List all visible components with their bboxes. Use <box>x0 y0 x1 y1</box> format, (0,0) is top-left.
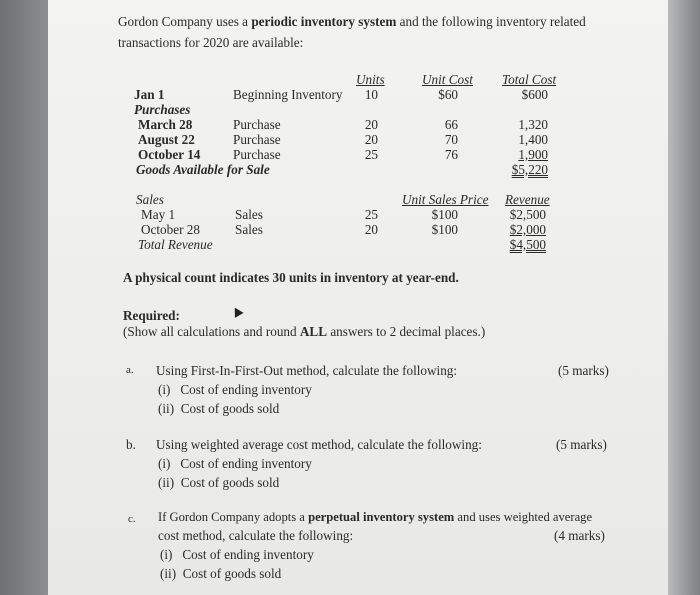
row-march-unit-cost: 66 <box>444 117 458 132</box>
row-august-date: August 22 <box>138 132 195 147</box>
total-revenue-label: Total Revenue <box>138 237 213 252</box>
goods-available-label: Goods Available for Sale <box>136 162 270 177</box>
question-c-part-i: (i) Cost of ending inventory <box>160 547 314 562</box>
required-note: (Show all calculations and round ALL answers to 2 decimal places.) <box>123 324 486 339</box>
question-b-part-i: (i) Cost of ending inventory <box>158 456 312 471</box>
question-a-letter: a. <box>126 364 134 376</box>
header-unit-cost: Unit Cost <box>422 72 473 87</box>
intro-line-1: Gordon Company uses a periodic inventory system and the following inventory related <box>118 14 586 29</box>
row-august-desc: Purchase <box>233 132 281 147</box>
question-c-letter: c. <box>128 513 136 525</box>
header-unit-sales-price: Unit Sales Price <box>402 192 489 207</box>
question-b-marks: (5 marks) <box>556 437 607 452</box>
question-b-text: Using weighted average cost method, calculate the following: <box>156 437 482 452</box>
sale-row-october-revenue: $2,000 <box>509 222 546 237</box>
question-a-marks: (5 marks) <box>558 363 609 378</box>
sale-row-may-desc: Sales <box>235 207 263 222</box>
sale-row-october-desc: Sales <box>235 222 263 237</box>
row-october-total-cost: 1,900 <box>518 147 548 162</box>
row-jan1-total-cost: $600 <box>521 87 548 102</box>
question-a-part-ii: (ii) Cost of goods sold <box>158 401 280 416</box>
row-august-unit-cost: 70 <box>444 132 458 147</box>
header-total-cost: Total Cost <box>502 72 557 87</box>
question-b-part-ii: (ii) Cost of goods sold <box>158 475 280 490</box>
purchases-label: Purchases <box>134 102 191 117</box>
document-page <box>48 0 668 595</box>
row-jan1-units: 10 <box>364 87 378 102</box>
goods-available-total: $5,220 <box>511 162 548 177</box>
sale-row-may-price: $100 <box>431 207 458 222</box>
header-revenue: Revenue <box>505 192 550 207</box>
row-march-desc: Purchase <box>233 117 281 132</box>
sales-label: Sales <box>136 192 164 207</box>
row-jan1-unit-cost: $60 <box>438 87 458 102</box>
sale-row-may-date: May 1 <box>141 207 176 222</box>
sale-row-october-price: $100 <box>431 222 458 237</box>
sale-row-may-units: 25 <box>364 207 378 222</box>
row-march-date: March 28 <box>138 117 193 132</box>
question-a-text: Using First-In-First-Out method, calculate the following: <box>156 363 458 378</box>
intro-line-2: transactions for 2020 are available: <box>118 35 304 50</box>
row-august-total-cost: 1,400 <box>518 132 548 147</box>
total-revenue-value: $4,500 <box>509 237 546 252</box>
required-heading: Required: <box>123 308 180 323</box>
row-jan1-desc: Beginning Inventory <box>233 87 343 102</box>
row-jan1-date: Jan 1 <box>134 87 165 102</box>
question-a-part-i: (i) Cost of ending inventory <box>158 382 312 397</box>
sale-row-october-units: 20 <box>364 222 378 237</box>
physical-count-statement: A physical count indicates 30 units in inventory at year-end. <box>123 270 459 285</box>
question-c-part-ii: (ii) Cost of goods sold <box>160 566 282 581</box>
row-october-date: October 14 <box>138 147 201 162</box>
row-march-total-cost: 1,320 <box>518 117 548 132</box>
row-october-units: 25 <box>364 147 378 162</box>
question-c-marks: (4 marks) <box>554 528 605 543</box>
screen-bezel-left <box>0 0 48 595</box>
question-b-letter: b. <box>126 437 136 452</box>
row-march-units: 20 <box>364 117 378 132</box>
row-october-desc: Purchase <box>233 147 281 162</box>
header-units: Units <box>356 72 385 87</box>
question-c-text: If Gordon Company adopts a perpetual inventory system and uses weighted average <box>158 510 593 524</box>
question-c-text-line-2: cost method, calculate the following: <box>158 528 354 543</box>
sale-row-october-date: October 28 <box>141 222 200 237</box>
screen-bezel-right <box>668 0 700 595</box>
sale-row-may-revenue: $2,500 <box>509 207 546 222</box>
row-august-units: 20 <box>364 132 378 147</box>
row-october-unit-cost: 76 <box>444 147 458 162</box>
